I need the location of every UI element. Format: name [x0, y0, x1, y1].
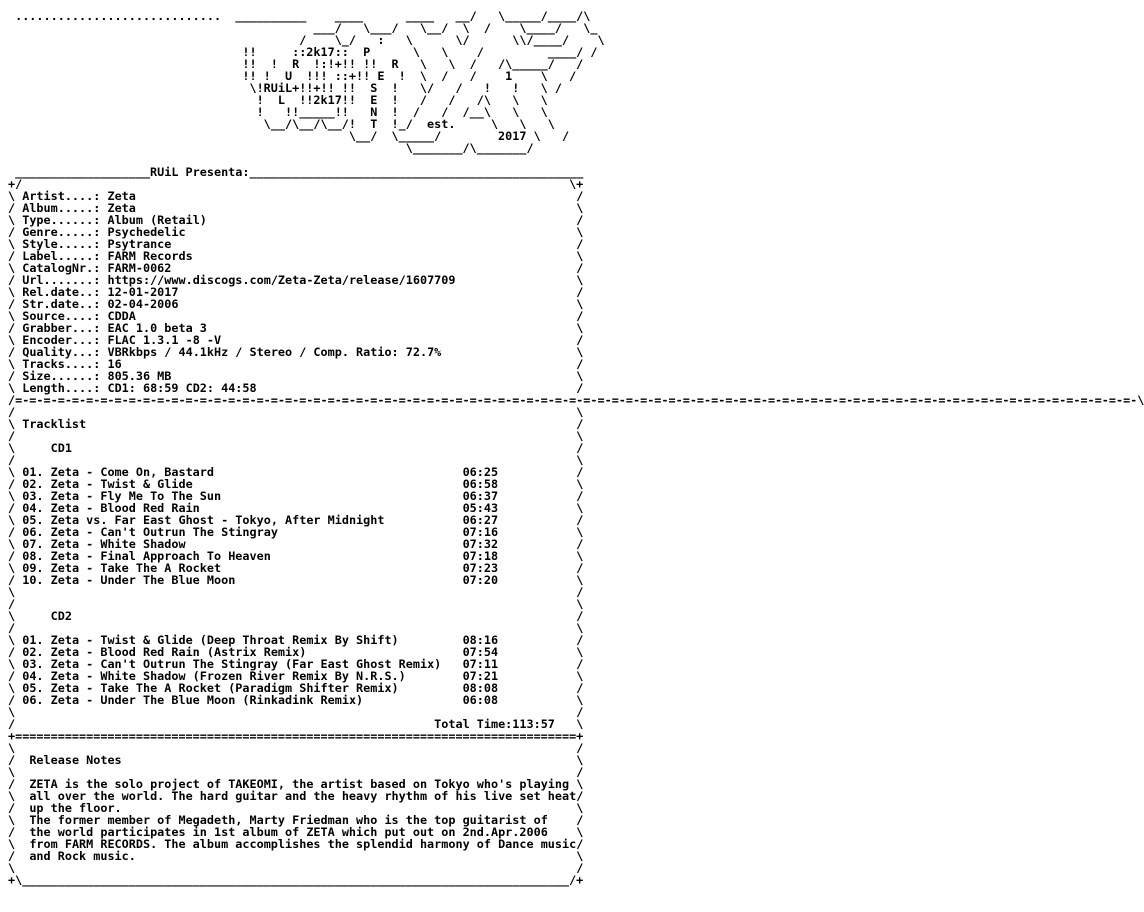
track-time: 07:20	[462, 573, 499, 587]
track-time: 06:08	[462, 693, 499, 707]
right-border: /	[576, 441, 584, 455]
track-title: Zeta vs. Far East Ghost - Tokyo, After Midnight	[50, 513, 463, 527]
left-border: /	[8, 693, 23, 707]
left-border: \	[8, 309, 23, 323]
info-value: https://www.discogs.com/Zeta-Zeta/release/1607709	[107, 273, 456, 287]
info-sep: :	[93, 225, 108, 239]
track-title: Zeta - Fly Me To The Sun	[50, 489, 463, 503]
left-border: \	[8, 861, 23, 875]
info-value: 02-04-2006	[107, 297, 179, 311]
info-value: VBRkbps / 44.1kHz / Stereo / Comp. Ratio: 72.7%	[107, 345, 442, 359]
left-border: /	[8, 801, 23, 815]
right-border: /	[576, 765, 584, 779]
left-border: \	[8, 357, 23, 371]
right-border: \	[576, 717, 584, 731]
right-border: /	[576, 861, 584, 875]
info-value: Zeta	[107, 189, 136, 203]
left-border: \	[8, 585, 23, 599]
right-border: /	[576, 489, 584, 503]
track-title: Zeta - White Shadow	[50, 537, 463, 551]
info-sep: :	[93, 273, 108, 287]
left-border: \	[8, 465, 23, 479]
track-time: 07:21	[462, 669, 499, 683]
track-title: Zeta - Under The Blue Moon (Rinkadink Remix)	[50, 693, 463, 707]
left-border: /	[8, 597, 23, 611]
info-key: Source....	[22, 309, 94, 323]
info-value: Zeta	[107, 201, 136, 215]
track-title: Zeta - Blood Red Rain	[50, 501, 463, 515]
info-key: Label.....	[22, 249, 94, 263]
right-border: /	[576, 357, 584, 371]
right-border: /	[576, 513, 584, 527]
info-value: FARM Records	[107, 249, 193, 263]
left-border: /	[8, 777, 23, 791]
right-border: \	[576, 429, 584, 443]
right-border: \	[576, 621, 584, 635]
right-border: \	[576, 345, 584, 359]
release-notes-line: The former member of Megadeth, Marty Friedman who is the top guitarist of	[29, 813, 548, 827]
track-time: 06:27	[462, 513, 499, 527]
left-border: \	[8, 609, 23, 623]
info-key: Url.......	[22, 273, 94, 287]
info-sep: :	[93, 333, 108, 347]
info-key: Rel.date..	[22, 285, 94, 299]
track-title: Zeta - Twist & Glide	[50, 477, 463, 491]
left-border: \	[8, 537, 23, 551]
info-key: Str.date..	[22, 297, 94, 311]
right-border: /	[576, 465, 584, 479]
info-value: FLAC 1.3.1 -8 -V	[107, 333, 222, 347]
left-border: /	[8, 201, 23, 215]
release-notes-line: and Rock music.	[29, 849, 136, 863]
right-border: /	[576, 417, 584, 431]
nfo-document	[8, 10, 1144, 886]
info-value: CDDA	[107, 309, 136, 323]
left-border: /	[8, 669, 23, 683]
info-key: Artist....	[22, 189, 94, 203]
ascii-art-logo: ............................. __________ ____ ____ __/ \_____/____/\	[8, 9, 591, 23]
header-label: RUiL Presenta:	[150, 165, 250, 179]
ascii-art-logo: ! !!_____!! N ! / / /__\ \ \	[8, 105, 548, 119]
info-sep: :	[93, 297, 108, 311]
tracklist-heading: Tracklist	[22, 417, 87, 431]
right-border: \	[576, 801, 584, 815]
track-number: 04.	[22, 669, 44, 683]
info-value: EAC 1.0 beta 3	[107, 321, 207, 335]
ascii-art-logo: ___/ \___/ \__/ \ / \____/ \_	[8, 21, 598, 35]
ascii-art-logo: / \_/ : \ \/ \\/____/ \	[8, 33, 605, 47]
track-title: Zeta - Take The A Rocket	[50, 561, 463, 575]
left-border: \	[8, 789, 23, 803]
left-border: /	[8, 753, 23, 767]
left-border: /	[8, 369, 23, 383]
right-border: /	[576, 237, 584, 251]
info-key: Genre.....	[22, 225, 94, 239]
right-border: \	[576, 549, 584, 563]
right-border: \	[576, 405, 584, 419]
info-sep: :	[93, 381, 108, 395]
info-key: Quality...	[22, 345, 94, 359]
track-time: 08:08	[462, 681, 499, 695]
left-border: \	[8, 285, 23, 299]
track-title: Zeta - Blood Red Rain (Astrix Remix)	[50, 645, 463, 659]
left-border: /	[8, 525, 23, 539]
divider-double: +===============================================================================+	[8, 729, 584, 743]
right-border: \	[576, 225, 584, 239]
track-number: 01.	[22, 633, 44, 647]
right-border: \	[576, 249, 584, 263]
disc-name: CD1	[50, 441, 72, 455]
info-sep: :	[93, 321, 108, 335]
left-border: /	[8, 573, 23, 587]
left-border: /	[8, 453, 23, 467]
divider: /=-=-=-=-=-=-=-=-=-=-=-=-=-=-=-=-=-=-=-=-=-=-=-=-=-=-=-=-=-=-=-=-=-=-=-=-=-=-=-=-=-=-=-=-=-=-=-=-=-=-=-=-=-=-=-=-=-=-=-=-=-=-=-=-=-=-=-=-=-=-=-=-=-=-=-=-=-=-=-\	[8, 393, 1144, 407]
right-border: \	[576, 777, 584, 791]
total-label: Total Time:	[434, 717, 513, 731]
track-number: 07.	[22, 537, 44, 551]
info-sep: :	[93, 285, 108, 299]
info-key: CatalogNr.	[22, 261, 94, 275]
right-border: /	[576, 189, 584, 203]
right-border: \	[576, 597, 584, 611]
info-key: Style.....	[22, 237, 94, 251]
track-title: Zeta - Take The A Rocket (Paradigm Shifter Remix)	[50, 681, 463, 695]
ascii-art-logo: \__/ \_____/ 2017 \ /	[8, 129, 570, 143]
right-border: /	[576, 705, 584, 719]
right-border: \	[576, 321, 584, 335]
header-rule: _______________________________________________	[249, 165, 584, 179]
track-title: Zeta - White Shadow (Frozen River Remix By N.R.S.)	[50, 669, 463, 683]
track-time: 07:18	[462, 549, 499, 563]
left-border: \	[8, 489, 23, 503]
right-border: \	[576, 201, 584, 215]
left-border: /	[8, 549, 23, 563]
track-title: Zeta - Twist & Glide (Deep Throat Remix By Shift)	[50, 633, 463, 647]
right-border: \	[576, 693, 584, 707]
info-sep: :	[93, 369, 108, 383]
left-border: \	[8, 513, 23, 527]
ascii-art-logo: \!RUiL+!!+!! !! S ! \/ / ! ! \ /	[8, 81, 562, 95]
right-border: \	[576, 669, 584, 683]
right-border: \	[576, 477, 584, 491]
right-border: /	[576, 813, 584, 827]
left-border: /	[8, 273, 23, 287]
left-border: /	[8, 621, 23, 635]
left-border: \	[8, 261, 23, 275]
left-border: /	[8, 717, 23, 731]
right-border: /	[576, 561, 584, 575]
info-value: Psychedelic	[107, 225, 186, 239]
info-sep: :	[93, 189, 108, 203]
track-number: 06.	[22, 525, 44, 539]
left-border: /	[8, 321, 23, 335]
track-number: 02.	[22, 645, 44, 659]
right-border: /	[576, 261, 584, 275]
frame-bottom: +\_____________________________________________________________________________/+	[8, 873, 584, 887]
info-sep: :	[93, 357, 108, 371]
track-time: 05:43	[462, 501, 499, 515]
left-border: \	[8, 633, 23, 647]
info-value: Psytrance	[107, 237, 172, 251]
track-time: 06:58	[462, 477, 499, 491]
right-border: \	[576, 369, 584, 383]
right-border: /	[576, 381, 584, 395]
info-value: Album (Retail)	[107, 213, 207, 227]
left-border: /	[8, 501, 23, 515]
left-border: /	[8, 297, 23, 311]
info-sep: :	[93, 237, 108, 251]
release-notes-heading: Release Notes	[29, 753, 122, 767]
info-key: Encoder...	[22, 333, 94, 347]
info-sep: :	[93, 309, 108, 323]
left-border: \	[8, 417, 23, 431]
info-value: FARM-0062	[107, 261, 172, 275]
ascii-art-logo: !! ::2k17:: P \ \ / ____/ /	[8, 45, 598, 59]
track-title: Zeta - Under The Blue Moon	[50, 573, 463, 587]
info-sep: :	[93, 345, 108, 359]
release-notes-line: ZETA is the solo project of TAKEOMI, the artist based on Tokyo who's playing	[29, 777, 570, 791]
left-border: \	[8, 765, 23, 779]
release-notes-line: up the floor.	[29, 801, 122, 815]
track-title: Zeta - Can't Outrun The Stingray	[50, 525, 463, 539]
info-sep: :	[93, 261, 108, 275]
track-time: 07:11	[462, 657, 499, 671]
info-key: Size......	[22, 369, 94, 383]
track-number: 05.	[22, 681, 44, 695]
info-key: Type......	[22, 213, 94, 227]
left-border: \	[8, 741, 23, 755]
right-border: \	[576, 501, 584, 515]
right-border: /	[576, 585, 584, 599]
frame-top: +/ \+	[8, 177, 584, 191]
right-border: /	[576, 657, 584, 671]
right-border: /	[576, 309, 584, 323]
track-number: 05.	[22, 513, 44, 527]
left-border: /	[8, 225, 23, 239]
track-time: 07:32	[462, 537, 499, 551]
release-notes-line: from FARM RECORDS. The album accomplishes the splendid harmony of Dance music	[29, 837, 577, 851]
release-notes-line: all over the world. The hard guitar and the heavy rhythm of his live set heat	[29, 789, 577, 803]
left-border: \	[8, 813, 23, 827]
right-border: /	[576, 537, 584, 551]
right-border: /	[576, 633, 584, 647]
track-time: 07:16	[462, 525, 499, 539]
left-border: /	[8, 345, 23, 359]
track-number: 03.	[22, 657, 44, 671]
ascii-art-logo: \__/\__/\__/! T !_/ est. \ \ \	[8, 117, 555, 131]
left-border: \	[8, 333, 23, 347]
left-border: /	[8, 405, 23, 419]
right-border: \	[576, 297, 584, 311]
right-border: /	[576, 333, 584, 347]
track-number: 03.	[22, 489, 44, 503]
info-sep: :	[93, 249, 108, 263]
info-value: 805.36 MB	[107, 369, 172, 383]
ascii-art-logo: !! ! R !:!+!! !! R \ \ / /\_____/ /	[8, 57, 584, 71]
left-border: /	[8, 645, 23, 659]
track-time: 06:37	[462, 489, 499, 503]
left-border: \	[8, 381, 23, 395]
left-border: /	[8, 477, 23, 491]
ascii-art-logo: !! ! U !!! ::+!! E ! \ / / 1 \ /	[8, 69, 577, 83]
track-number: 04.	[22, 501, 44, 515]
left-border: \	[8, 837, 23, 851]
right-border: \	[576, 453, 584, 467]
track-number: 06.	[22, 693, 44, 707]
right-border: \	[576, 645, 584, 659]
right-border: /	[576, 837, 584, 851]
right-border: /	[576, 681, 584, 695]
track-time: 07:54	[462, 645, 499, 659]
info-value: CD1: 68:59 CD2: 44:58	[107, 381, 257, 395]
header-rule: ___________________	[8, 165, 151, 179]
info-value: 16	[107, 357, 122, 371]
left-border: /	[8, 429, 23, 443]
left-border: /	[8, 825, 23, 839]
info-sep: :	[93, 201, 108, 215]
info-sep: :	[93, 213, 108, 227]
track-title: Zeta - Can't Outrun The Stingray (Far East Ghost Remix)	[50, 657, 463, 671]
right-border: /	[576, 213, 584, 227]
left-border: \	[8, 237, 23, 251]
track-number: 10.	[22, 573, 44, 587]
right-border: \	[576, 525, 584, 539]
left-border: \	[8, 189, 23, 203]
right-border: \	[576, 273, 584, 287]
release-notes-line: the world participates in 1st album of ZETA which put out on 2nd.Apr.2006	[29, 825, 548, 839]
track-time: 08:16	[462, 633, 499, 647]
left-border: \	[8, 213, 23, 227]
track-time: 07:23	[462, 561, 499, 575]
info-key: Grabber...	[22, 321, 94, 335]
info-key: Album.....	[22, 201, 94, 215]
right-border: \	[576, 573, 584, 587]
track-number: 09.	[22, 561, 44, 575]
left-border: /	[8, 849, 23, 863]
ascii-art-logo: \_______/\_______/	[8, 141, 534, 155]
left-border: \	[8, 441, 23, 455]
track-title: Zeta - Come On, Bastard	[50, 465, 463, 479]
right-border: \	[576, 849, 584, 863]
left-border: \	[8, 681, 23, 695]
right-border: /	[576, 741, 584, 755]
right-border: /	[576, 789, 584, 803]
right-border: /	[576, 609, 584, 623]
info-key: Tracks....	[22, 357, 94, 371]
right-border: \	[576, 753, 584, 767]
right-border: \	[576, 825, 584, 839]
left-border: \	[8, 657, 23, 671]
track-number: 02.	[22, 477, 44, 491]
right-border: /	[576, 285, 584, 299]
total-time: 113:57	[512, 717, 555, 731]
info-key: Length....	[22, 381, 94, 395]
ascii-art-logo: ! L !!2k17!! E ! / / /\ \ \	[8, 93, 548, 107]
disc-name: CD2	[50, 609, 72, 623]
left-border: /	[8, 249, 23, 263]
track-number: 08.	[22, 549, 44, 563]
track-number: 01.	[22, 465, 44, 479]
left-border: \	[8, 561, 23, 575]
info-value: 12-01-2017	[107, 285, 179, 299]
left-border: \	[8, 705, 23, 719]
track-title: Zeta - Final Approach To Heaven	[50, 549, 463, 563]
track-time: 06:25	[462, 465, 499, 479]
